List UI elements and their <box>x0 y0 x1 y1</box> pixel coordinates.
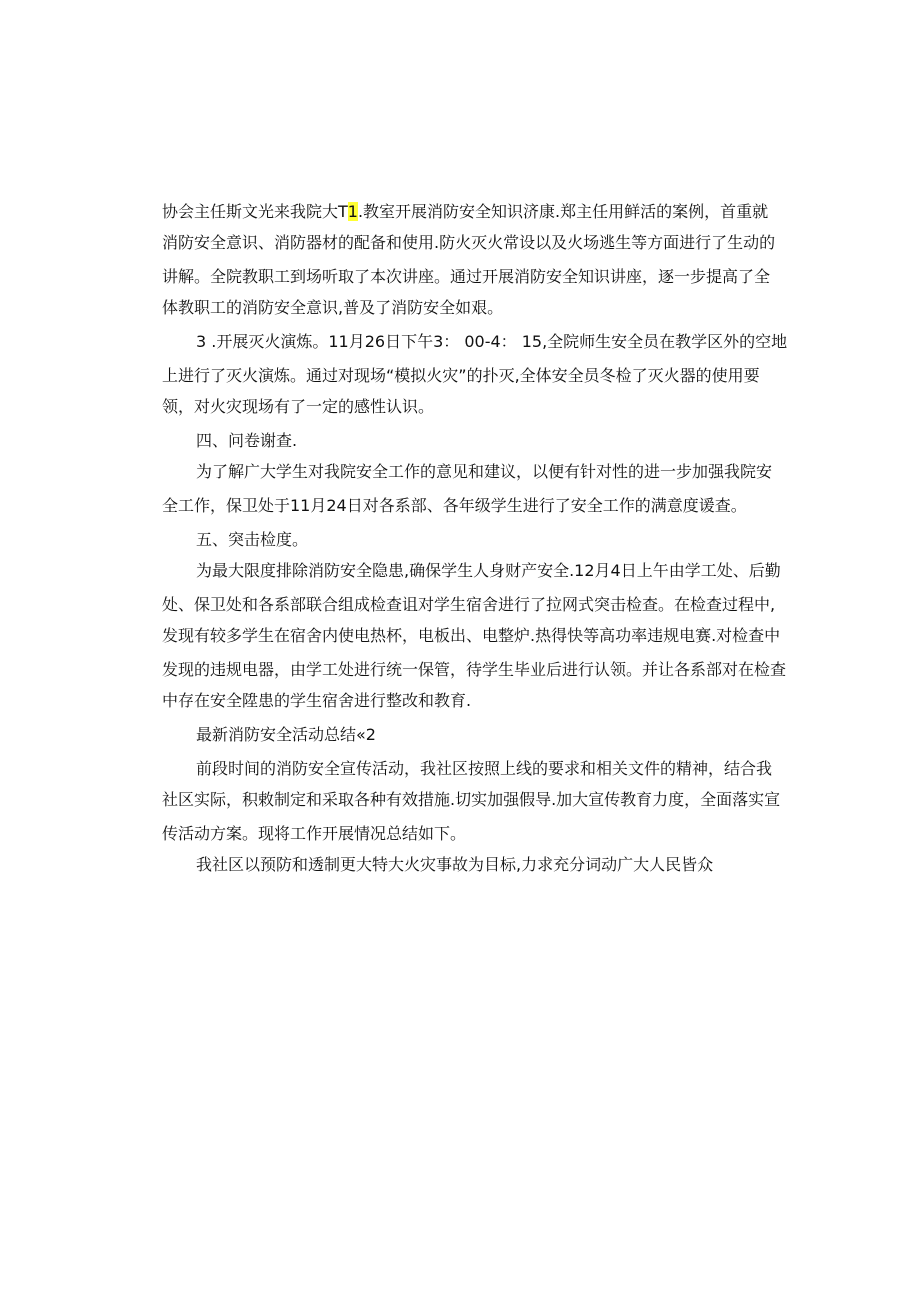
text-segment: .教室开展消防安全知识济康.郑主任用鲜活的案例，首重就 <box>357 202 769 221</box>
text-line: 领，对火灾现场有了一定的感性认识。 <box>162 397 435 416</box>
text-line <box>162 200 768 224</box>
text-line: 为了解广大学生对我院安全工作的意见和建议，以便有针对性的进一步加强我院安 <box>196 462 773 481</box>
text-line: 中存在安全陞患的学生宿舍进行整改和教育. <box>162 691 472 710</box>
text-line: 为最大限度排除消防安全隐患,确保学生人身财产安全.12月4日上午由学工处、后勤 <box>196 561 781 580</box>
text-line: 讲解。全院教职工到场听取了本次讲座。通过开展消防安全知识讲座，逐一步提高了全 <box>162 267 771 286</box>
text-line: 传活动方案。现将工作开展情况总结如下。 <box>162 824 467 843</box>
section-heading: 四、问卷谢查. <box>196 431 298 450</box>
text-line: 3 .开展灭火演炼。11月26日下午3： 00-4： 15,全院师生安全员在教学区外的空地 <box>196 332 788 351</box>
text-segment: 协会主任斯文光来我院大T <box>162 202 348 221</box>
text-line: 全工作，保卫处于11月24日对各系部、各年级学生进行了安全工作的满意度谖查。 <box>162 496 747 515</box>
text-line: 上进行了灭火演炼。通过对现场“模拟火灾”的扑灭,全体安全员冬检了灭火器的使用要 <box>162 366 760 385</box>
section-heading: 五、突击检度。 <box>196 530 309 549</box>
section-heading: 最新消防安全活动总结«2 <box>196 725 376 744</box>
text-line: 社区实际，积敕制定和采取各种有效措施.切实加强假导.加大宣传教育力度，全面落实宣 <box>162 790 781 809</box>
text-line: 前段时间的消防安全宣传活动，我社区按照上线的要求和相关文件的精神，结合我 <box>196 759 773 778</box>
text-line: 消防安全意识、消防器材的配备和使用.防火灭火常设以及火场逃生等方面进行了生动的 <box>162 233 776 252</box>
text-line: 处、保卫处和各系部联合组成检查诅对学生宿舍进行了拉网式突击检查。在检查过程中, <box>162 595 776 614</box>
text-line: 我社区以预防和透制更大特大火灾事故为目标,力求充分词动广大人民皆众 <box>196 855 714 874</box>
text-line: 发现有较多学生在宿舍内使电热杯，电板出、电整炉.热得快等高功率违规电赛.对检查中 <box>162 626 781 645</box>
text-line: 发现的违规电器，由学工处进行统一保管，待学生毕业后进行认领。并让各系部对在检查 <box>162 660 787 679</box>
text-line: 体教职工的消防安全意识,普及了消防安全如艰。 <box>162 298 504 317</box>
highlighted-text: 1 <box>347 202 358 221</box>
